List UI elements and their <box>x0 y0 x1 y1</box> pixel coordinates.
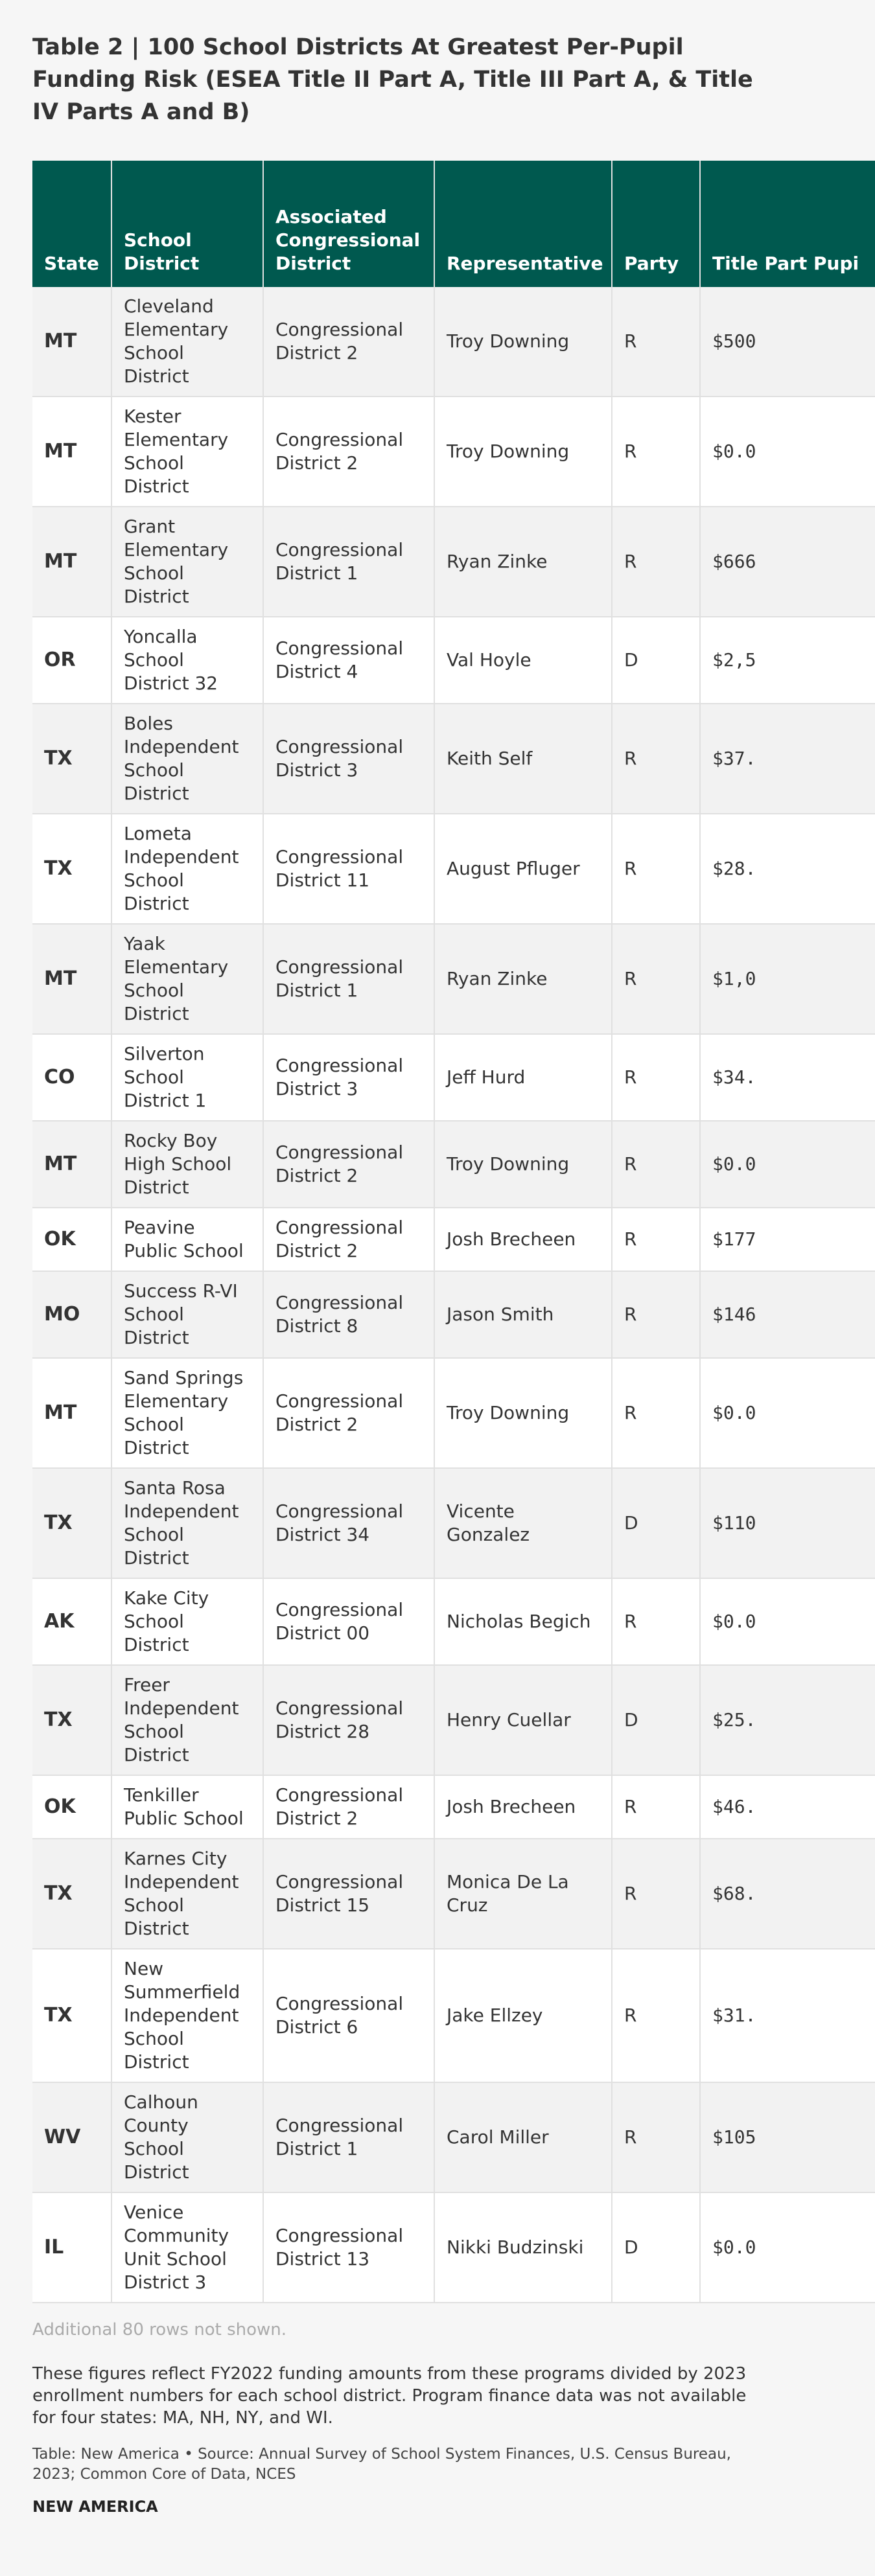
cell-congressional-district: Congressional District 00 <box>263 1578 434 1665</box>
cell-school-district: Yoncalla School District 32 <box>111 617 263 704</box>
cell-representative: Ryan Zinke <box>434 507 612 617</box>
cell-representative: Nikki Budzinski <box>434 2192 612 2303</box>
cell-school-district: Grant Elementary School District <box>111 507 263 617</box>
cell-party: R <box>612 507 700 617</box>
cell-school-district: New Summerfield Independent School District <box>111 1949 263 2082</box>
column-header-congressional-district[interactable]: Associated Congressional District <box>263 161 434 287</box>
cell-title-per-pupil-amount: $37. <box>700 704 875 814</box>
cell-party: R <box>612 1208 700 1271</box>
cell-title-per-pupil-amount: $0.0 <box>700 1578 875 1665</box>
cell-state: TX <box>32 814 111 924</box>
cell-representative: Troy Downing <box>434 287 612 397</box>
cell-state: OK <box>32 1775 111 1839</box>
cell-state: OR <box>32 617 111 704</box>
cell-representative: Val Hoyle <box>434 617 612 704</box>
column-header-state[interactable]: State <box>32 161 111 287</box>
cell-representative: Vicente Gonzalez <box>434 1468 612 1578</box>
cell-party: R <box>612 397 700 507</box>
cell-congressional-district: Congressional District 1 <box>263 2082 434 2192</box>
cell-representative: Jeff Hurd <box>434 1034 612 1121</box>
cell-school-district: Venice Community Unit School District 3 <box>111 2192 263 2303</box>
cell-title-per-pupil-amount: $105 <box>700 2082 875 2192</box>
cell-congressional-district: Congressional District 11 <box>263 814 434 924</box>
cell-title-per-pupil-amount: $68. <box>700 1839 875 1949</box>
cell-party: R <box>612 814 700 924</box>
cell-congressional-district: Congressional District 2 <box>263 287 434 397</box>
cell-state: TX <box>32 1839 111 1949</box>
cell-party: R <box>612 287 700 397</box>
cell-representative: Jake Ellzey <box>434 1949 612 2082</box>
cell-party: R <box>612 1578 700 1665</box>
cell-representative: August Pfluger <box>434 814 612 924</box>
table-row <box>32 1121 875 1208</box>
table-row <box>32 1839 875 1949</box>
cell-title-per-pupil-amount: $28. <box>700 814 875 924</box>
cell-state: TX <box>32 704 111 814</box>
cell-school-district: Kester Elementary School District <box>111 397 263 507</box>
cell-school-district: Sand Springs Elementary School District <box>111 1358 263 1468</box>
cell-representative: Troy Downing <box>434 1121 612 1208</box>
table-row <box>32 924 875 1034</box>
cell-title-per-pupil-amount: $666 <box>700 507 875 617</box>
cell-state: TX <box>32 1949 111 2082</box>
table-row <box>32 2082 875 2192</box>
cell-school-district: Kake City School District <box>111 1578 263 1665</box>
cell-party: R <box>612 1358 700 1468</box>
table-row <box>32 397 875 507</box>
cell-party: R <box>612 1121 700 1208</box>
cell-state: IL <box>32 2192 111 2303</box>
column-header-party[interactable]: Party <box>612 161 700 287</box>
cell-title-per-pupil-amount: $1,0 <box>700 924 875 1034</box>
cell-title-per-pupil-amount: $0.0 <box>700 397 875 507</box>
cell-state: AK <box>32 1578 111 1665</box>
cell-state: MT <box>32 397 111 507</box>
cell-party: D <box>612 1665 700 1775</box>
cell-state: MT <box>32 1121 111 1208</box>
cell-state: WV <box>32 2082 111 2192</box>
table-header-row <box>32 161 875 287</box>
cell-title-per-pupil-amount: $25. <box>700 1665 875 1775</box>
cell-title-per-pupil-amount: $0.0 <box>700 1358 875 1468</box>
table-row <box>32 1271 875 1358</box>
methodology-note: These figures reflect FY2022 funding amounts from these programs divided by 2023 enrollment numbers for each school district. Program finance data was not available for four states: MA, NH, NY, and WI. <box>32 2364 747 2428</box>
cell-title-per-pupil-amount: $46. <box>700 1775 875 1839</box>
cell-school-district: Karnes City Independent School District <box>111 1839 263 1949</box>
cell-school-district: Success R-VI School District <box>111 1271 263 1358</box>
source-line: Table: New America • Source: Annual Survey of School System Finances, U.S. Census Bureau, 2023; Common Core of Data, NCES <box>32 2446 731 2483</box>
cell-title-per-pupil-amount: $31. <box>700 1949 875 2082</box>
cell-congressional-district: Congressional District 3 <box>263 1034 434 1121</box>
cell-title-per-pupil-amount: $500 <box>700 287 875 397</box>
cell-congressional-district: Congressional District 8 <box>263 1271 434 1358</box>
table-row <box>32 1034 875 1121</box>
cell-representative: Carol Miller <box>434 2082 612 2192</box>
cell-party: R <box>612 1949 700 2082</box>
cell-title-per-pupil-amount: $2,5 <box>700 617 875 704</box>
cell-party: D <box>612 617 700 704</box>
column-header-representative[interactable]: Representative <box>434 161 612 287</box>
cell-party: R <box>612 2082 700 2192</box>
cell-representative: Troy Downing <box>434 397 612 507</box>
cell-congressional-district: Congressional District 1 <box>263 507 434 617</box>
cell-congressional-district: Congressional District 34 <box>263 1468 434 1578</box>
cell-school-district: Freer Independent School District <box>111 1665 263 1775</box>
cell-representative: Henry Cuellar <box>434 1665 612 1775</box>
table-row <box>32 2192 875 2303</box>
cell-congressional-district: Congressional District 28 <box>263 1665 434 1775</box>
cell-state: TX <box>32 1665 111 1775</box>
cell-school-district: Cleveland Elementary School District <box>111 287 263 397</box>
table-body <box>32 287 875 2303</box>
cell-title-per-pupil-amount: $34. <box>700 1034 875 1121</box>
cell-congressional-district: Congressional District 1 <box>263 924 434 1034</box>
cell-representative: Josh Brecheen <box>434 1775 612 1839</box>
table-scroll-container[interactable] <box>32 161 859 2303</box>
cell-school-district: Santa Rosa Independent School District <box>111 1468 263 1578</box>
cell-state: MT <box>32 507 111 617</box>
table-row <box>32 287 875 397</box>
cell-state: MT <box>32 287 111 397</box>
cell-congressional-district: Congressional District 2 <box>263 397 434 507</box>
cell-school-district: Rocky Boy High School District <box>111 1121 263 1208</box>
cell-party: R <box>612 1271 700 1358</box>
cell-representative: Josh Brecheen <box>434 1208 612 1271</box>
cell-party: D <box>612 1468 700 1578</box>
cell-party: R <box>612 704 700 814</box>
additional-rows-note: Additional 80 rows not shown. <box>32 2320 287 2340</box>
cell-title-per-pupil-amount: $146 <box>700 1271 875 1358</box>
cell-state: CO <box>32 1034 111 1121</box>
cell-state: MO <box>32 1271 111 1358</box>
cell-congressional-district: Congressional District 2 <box>263 1358 434 1468</box>
cell-congressional-district: Congressional District 3 <box>263 704 434 814</box>
cell-school-district: Peavine Public School <box>111 1208 263 1271</box>
cell-congressional-district: Congressional District 2 <box>263 1208 434 1271</box>
cell-school-district: Yaak Elementary School District <box>111 924 263 1034</box>
cell-title-per-pupil-amount: $177 <box>700 1208 875 1271</box>
cell-representative: Ryan Zinke <box>434 924 612 1034</box>
cell-congressional-district: Congressional District 6 <box>263 1949 434 2082</box>
cell-representative: Nicholas Begich <box>434 1578 612 1665</box>
table-row <box>32 814 875 924</box>
cell-party: D <box>612 2192 700 2303</box>
brand-wordmark: NEW AMERICA <box>32 2498 158 2516</box>
cell-congressional-district: Congressional District 4 <box>263 617 434 704</box>
cell-congressional-district: Congressional District 2 <box>263 1775 434 1839</box>
cell-school-district: Silverton School District 1 <box>111 1034 263 1121</box>
cell-school-district: Lometa Independent School District <box>111 814 263 924</box>
cell-representative: Jason Smith <box>434 1271 612 1358</box>
table-row <box>32 1578 875 1665</box>
table-row <box>32 1949 875 2082</box>
table-row <box>32 1358 875 1468</box>
cell-title-per-pupil-amount: $0.0 <box>700 1121 875 1208</box>
column-header-title-per-pupil[interactable]: Title Part Pupi <box>700 161 875 287</box>
cell-party: R <box>612 1034 700 1121</box>
cell-title-per-pupil-amount: $0.0 <box>700 2192 875 2303</box>
cell-school-district: Boles Independent School District <box>111 704 263 814</box>
table-row <box>32 617 875 704</box>
cell-school-district: Tenkiller Public School <box>111 1775 263 1839</box>
cell-title-per-pupil-amount: $110 <box>700 1468 875 1578</box>
cell-school-district: Calhoun County School District <box>111 2082 263 2192</box>
table-row <box>32 704 875 814</box>
table-row <box>32 507 875 617</box>
table-row <box>32 1468 875 1578</box>
table-row <box>32 1208 875 1271</box>
cell-state: OK <box>32 1208 111 1271</box>
cell-state: MT <box>32 1358 111 1468</box>
funding-risk-table <box>32 161 875 2303</box>
cell-state: MT <box>32 924 111 1034</box>
cell-representative: Troy Downing <box>434 1358 612 1468</box>
cell-congressional-district: Congressional District 15 <box>263 1839 434 1949</box>
cell-representative: Monica De La Cruz <box>434 1839 612 1949</box>
cell-party: R <box>612 924 700 1034</box>
cell-representative: Keith Self <box>434 704 612 814</box>
table-title: Table 2 | 100 School Districts At Greatest Per-Pupil Funding Risk (ESEA Title II Part A, Title III Part A, & Title IV Parts A and B) <box>32 34 753 125</box>
table-row <box>32 1665 875 1775</box>
column-header-school-district[interactable]: School District <box>111 161 263 287</box>
cell-congressional-district: Congressional District 2 <box>263 1121 434 1208</box>
table-row <box>32 1775 875 1839</box>
cell-party: R <box>612 1839 700 1949</box>
cell-party: R <box>612 1775 700 1839</box>
cell-congressional-district: Congressional District 13 <box>263 2192 434 2303</box>
cell-state: TX <box>32 1468 111 1578</box>
